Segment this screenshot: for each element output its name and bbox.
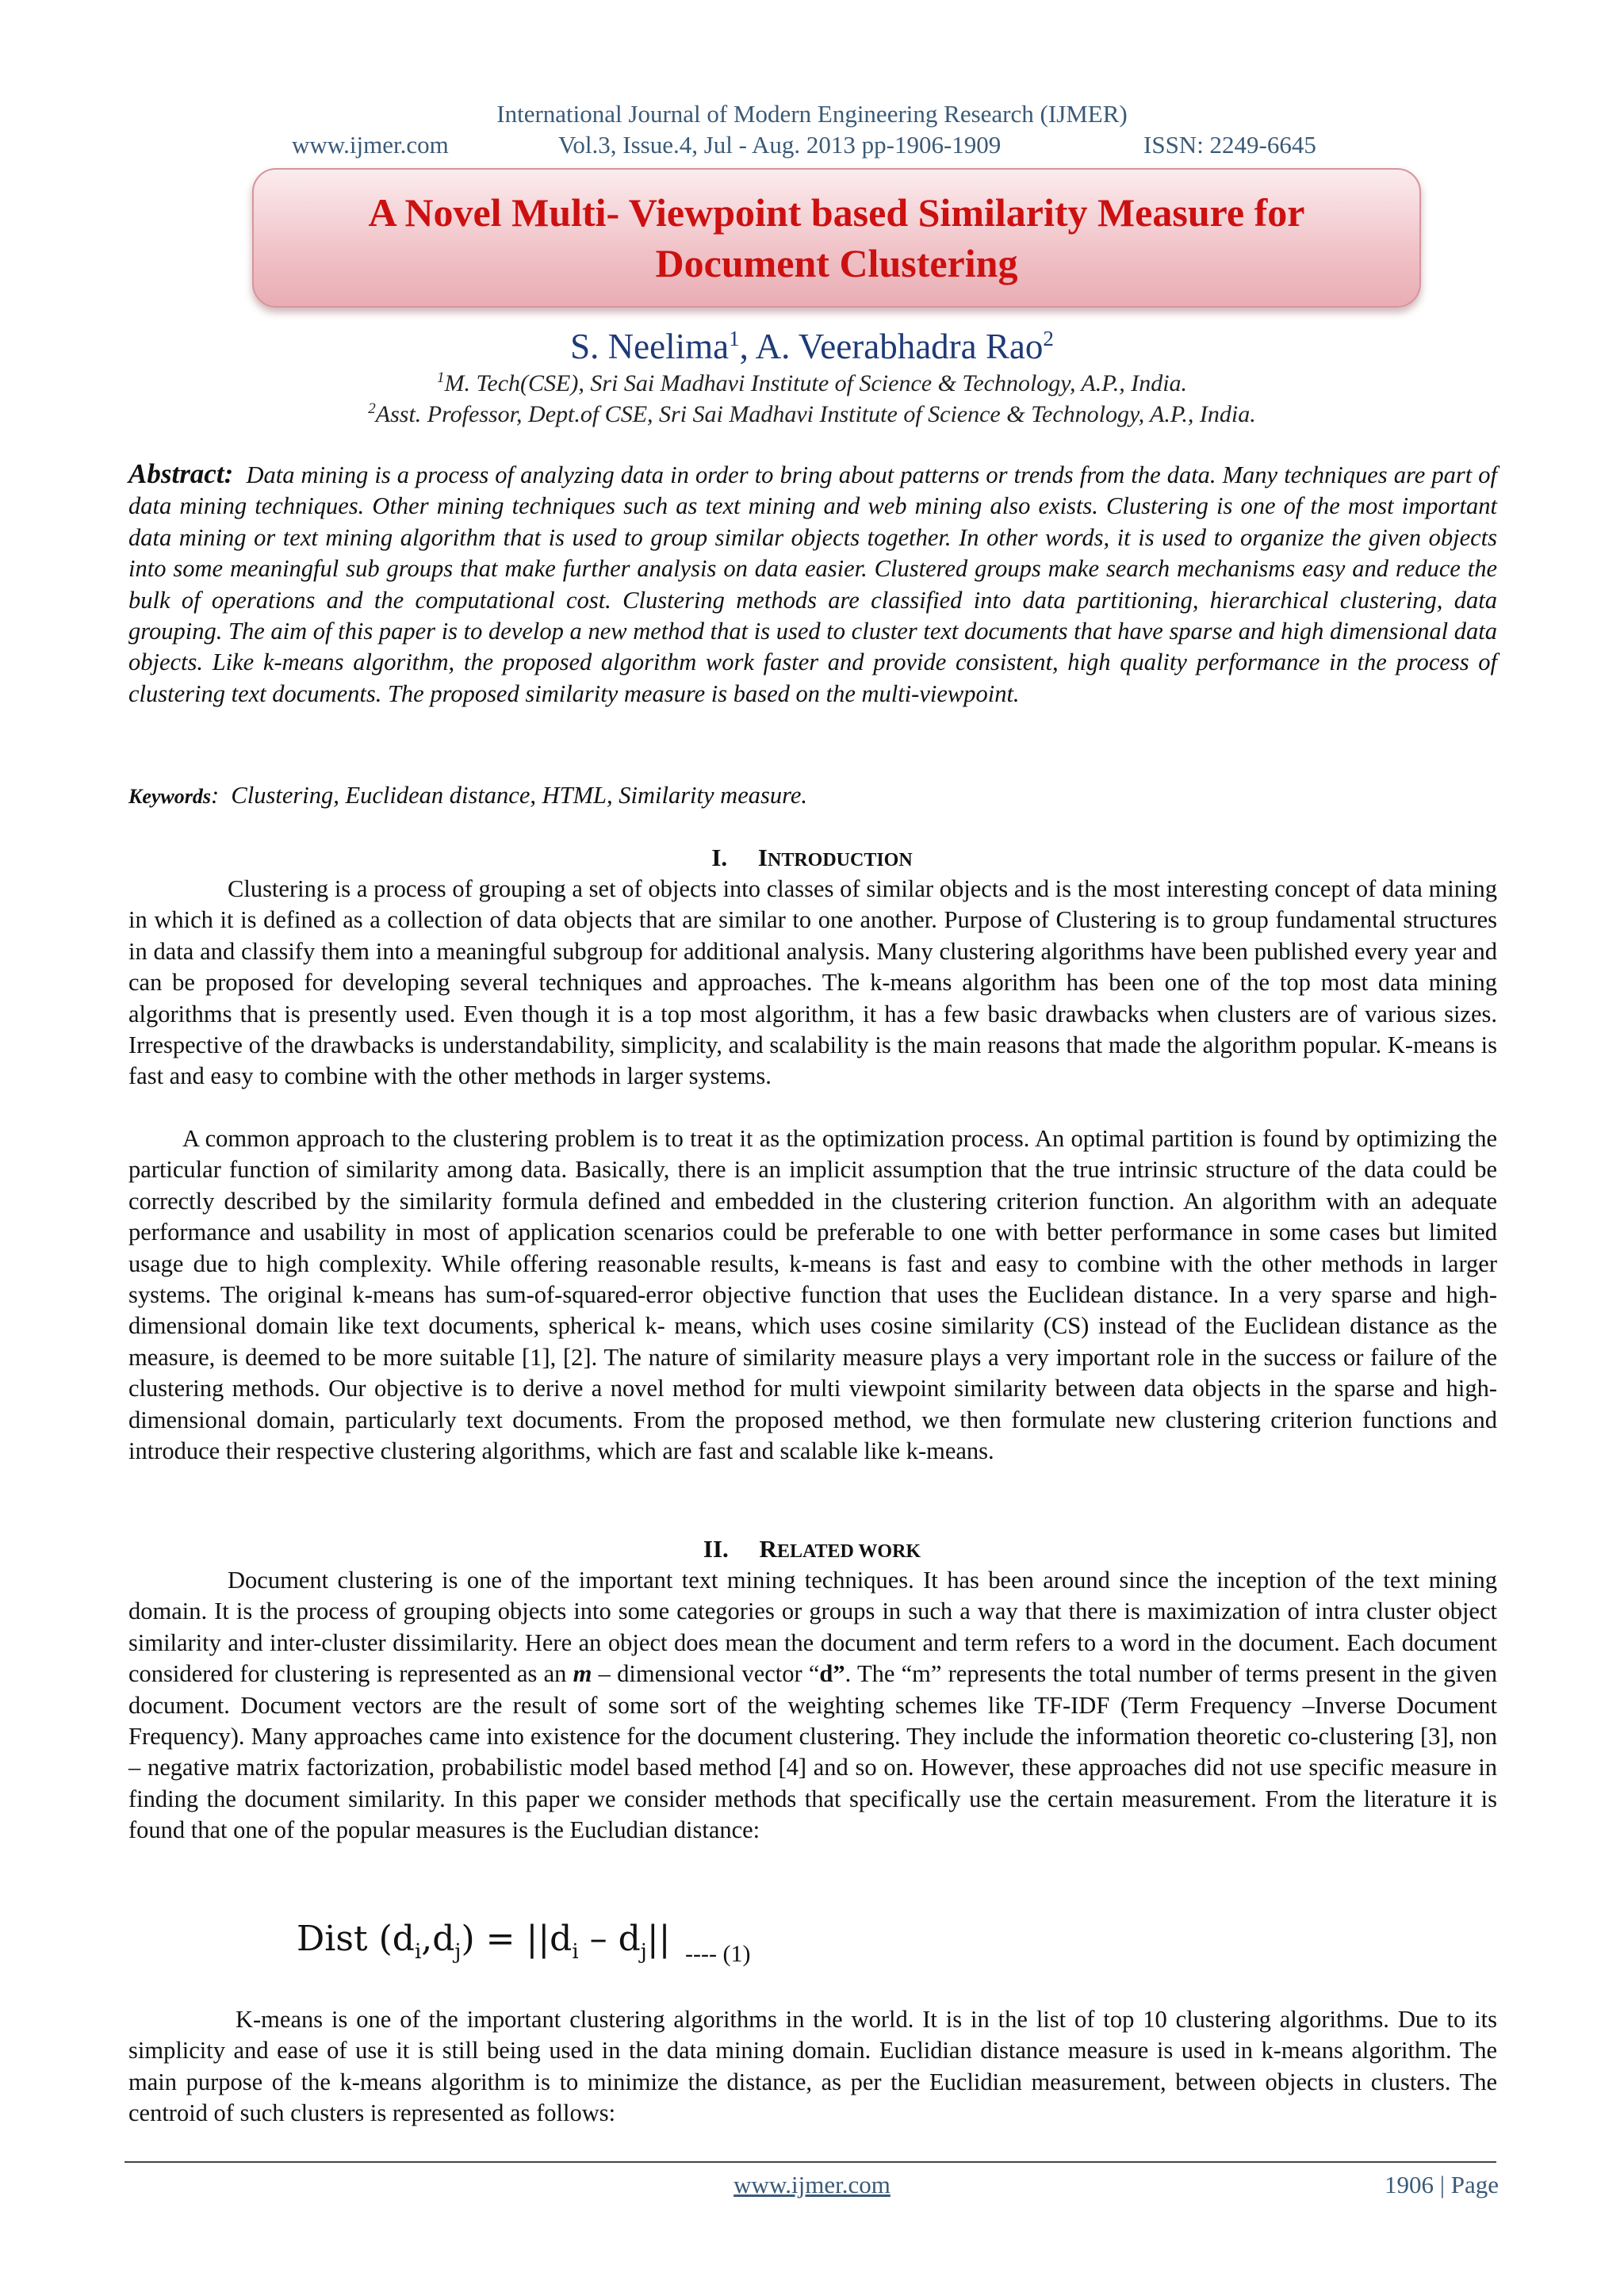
section-title-rest: NTRODUCTION bbox=[767, 850, 913, 871]
keywords-label: Keywords bbox=[128, 785, 211, 808]
section-heading-introduction bbox=[0, 842, 1624, 876]
abstract-label: Abstract: bbox=[128, 458, 234, 489]
affiliation-2-sup: 2 bbox=[368, 400, 376, 417]
equation-number: ---- (1) bbox=[685, 1941, 751, 1967]
affiliation-2 bbox=[0, 394, 1624, 430]
footer-page-number: 1906 | Page bbox=[1385, 2171, 1499, 2198]
affiliation-2-text: Asst. Professor, Dept.of CSE, Sri Sai Madhavi Institute of Science & Technology, A.P., India. bbox=[375, 401, 1256, 427]
formula-sub: j bbox=[640, 1939, 647, 1964]
related-text-c: . The “m” represents the total number of terms present in the given document. Document vectors are the result of some sort of the weighting schemes like TF-IDF (Term Frequency –Inverse Document Frequency). Many approaches came into existence for the document clustering. They include the information theoretic co-clustering [3], non – negative matrix factorization, probabilistic model based method [4] and so on. However, these approaches did not use specific measure in finding the document similarity. In this paper we consider methods that specifically use the certain measurement. From the literature it is found that one of the popular measures is the Eucludian distance: bbox=[128, 1660, 1497, 1844]
abstract-text: Data mining is a process of analyzing data in order to bring about patterns or trends from the data. Many techniques are part of data mining techniques. Other mining techniques such as text mining and web mining also exists. Clustering is one of the most important data mining or text mining algorithm that is used to group similar objects together. In other words, it is used to organize the given objects into some meaningful sub groups that make further analysis on data easier. Clustered groups make search mechanisms easy and reduce the bulk of operations and the computational cost. Clustering methods are classified into data partitioning, hierarchical clustering, data grouping. The aim of this paper is to develop a new method that is used to cluster text documents that have sparse and high dimensional data objects. Like k-means algorithm, the proposed algorithm work faster and provide consistent, high quality performance in the process of clustering text documents. The proposed similarity measure is based on the multi-viewpoint. bbox=[128, 461, 1498, 707]
author-2-sup: 2 bbox=[1043, 327, 1054, 350]
paper-title-line1: A Novel Multi- Viewpoint based Similarity Measure for bbox=[368, 190, 1305, 235]
journal-meta-row bbox=[0, 129, 1624, 161]
section-number: II. bbox=[703, 1535, 729, 1563]
formula-sub: j bbox=[454, 1939, 462, 1964]
author-1-sup: 1 bbox=[729, 327, 740, 350]
formula-part: || bbox=[646, 1919, 671, 1959]
formula-part: Dist (d bbox=[297, 1919, 415, 1959]
section-cap: R bbox=[759, 1535, 777, 1563]
intro-paragraph-1: Clustering is a process of grouping a set of objects into classes of similar objects and is the most interesting concept of data mining in which it is defined as a collection of data objects that are similar to one another. Purpose of Clustering is to group fundamental structures in data and classify them into a meaningful subgroup for additional analysis. Many clustering algorithms have been published every year and can be proposed for developing several techniques and approaches. The k-means algorithm has been one of the top most data mining algorithms that is presently used. Even though it is a top most algorithm, it has a few basic drawbacks when clusters are of various sizes. Irrespective of the drawbacks is understandability, simplicity, and scalability is the main reasons that made the algorithm popular. K-means is fast and easy to combine with the other methods in larger systems. bbox=[128, 875, 1497, 1090]
section-cap: I bbox=[757, 844, 768, 871]
keywords bbox=[128, 780, 1497, 812]
var-d: d” bbox=[819, 1660, 845, 1688]
footer-website-link[interactable]: www.ijmer.com bbox=[733, 2171, 891, 2198]
author-separator: , bbox=[739, 327, 756, 366]
formula-part: ,d bbox=[421, 1919, 455, 1959]
author-2: A. Veerabhadra Rao bbox=[755, 327, 1044, 366]
related-text-a: Document clustering is one of the important text mining techniques. It has been around since the inception of the text mining domain. It is the process of grouping objects into some categories or groups in such a way that there is maximization of intra cluster object similarity and inter-cluster dissimilarity. Here an object does mean the document and term refers to a word in the document. Each document considered for clustering is represented as an bbox=[128, 1567, 1497, 1688]
footer-divider bbox=[124, 2161, 1496, 2163]
affiliation-1-text: M. Tech(CSE), Sri Sai Madhavi Institute of Science & Technology, A.P., India. bbox=[444, 370, 1188, 396]
intro-paragraph-2: A common approach to the clustering problem is to treat it as the optimization process. An optimal partition is found by optimizing the particular function of similarity among data. Basically, there is an implicit assumption that the true intrinsic structure of the data could be correctly described by the similarity formula defined and embedded in the clustering criterion function. An algorithm with an adequate performance and usability in most of application scenarios could be preferable to one with better performance in some cases but limited usage due to high complexity. While offering reasonable results, k-means is fast and easy to combine with the other methods in larger systems. The original k-means has sum-of-squared-error objective function that uses the Euclidean distance. In a very sparse and high-dimensional domain like text documents, spherical k- means, which uses cosine similarity (CS) instead of the Euclidean distance as the measure, is deemed to be more suitable [1], [2]. The nature of similarity measure plays a very important role in the success or failure of the clustering methods. Our objective is to derive a novel method for multi viewpoint similarity between data objects in the sparse and high-dimensional domain, particularly text documents. From the proposed method, we then formulate new clustering criterion functions and introduce their respective clustering algorithms, which are fast and scalable like k-means. bbox=[128, 1125, 1497, 1465]
section-title-rest: ELATED WORK bbox=[776, 1541, 921, 1562]
affiliation-1-sup: 1 bbox=[436, 369, 445, 386]
section-heading-related-work bbox=[0, 1533, 1624, 1567]
related-paragraph-1 bbox=[128, 1565, 1497, 1846]
journal-website[interactable]: www.ijmer.com bbox=[292, 131, 449, 159]
author-1: S. Neelima bbox=[570, 327, 730, 366]
journal-volume: Vol.3, Issue.4, Jul - Aug. 2013 pp-1906-1909 bbox=[558, 131, 1002, 159]
journal-issn: ISSN: 2249-6645 bbox=[1143, 131, 1316, 159]
section-number: I. bbox=[711, 844, 728, 871]
related-paragraph-2: K-means is one of the important clustering algorithms in the world. It is in the list of top 10 clustering algorithms. Due to its simplicity and ease of use it is still being used in the data mining domain. Euclidian distance measure is used in k-means algorithm. The main purpose of the k-means algorithm is to minimize the distance, as per the Euclidian measurement, between objects in clusters. The centroid of such clusters is represented as follows: bbox=[128, 2006, 1497, 2127]
related-text-b: – dimensional vector “ bbox=[592, 1660, 820, 1688]
formula-sub: i bbox=[414, 1939, 422, 1964]
title-banner bbox=[252, 168, 1421, 308]
var-m: m bbox=[573, 1660, 592, 1688]
paper-title-line2: Document Clustering bbox=[655, 241, 1018, 285]
keywords-text: Clustering, Euclidean distance, HTML, Similarity measure. bbox=[231, 782, 808, 809]
journal-name: International Journal of Modern Engineering Research (IJMER) bbox=[496, 100, 1128, 128]
formula-sub: i bbox=[572, 1939, 579, 1964]
keywords-colon: : bbox=[211, 782, 220, 809]
abstract bbox=[128, 458, 1497, 710]
distance-formula bbox=[297, 1915, 671, 1976]
author-list bbox=[0, 316, 1624, 369]
formula-part: ) = ||d bbox=[461, 1919, 573, 1959]
formula-part: – d bbox=[578, 1919, 641, 1959]
